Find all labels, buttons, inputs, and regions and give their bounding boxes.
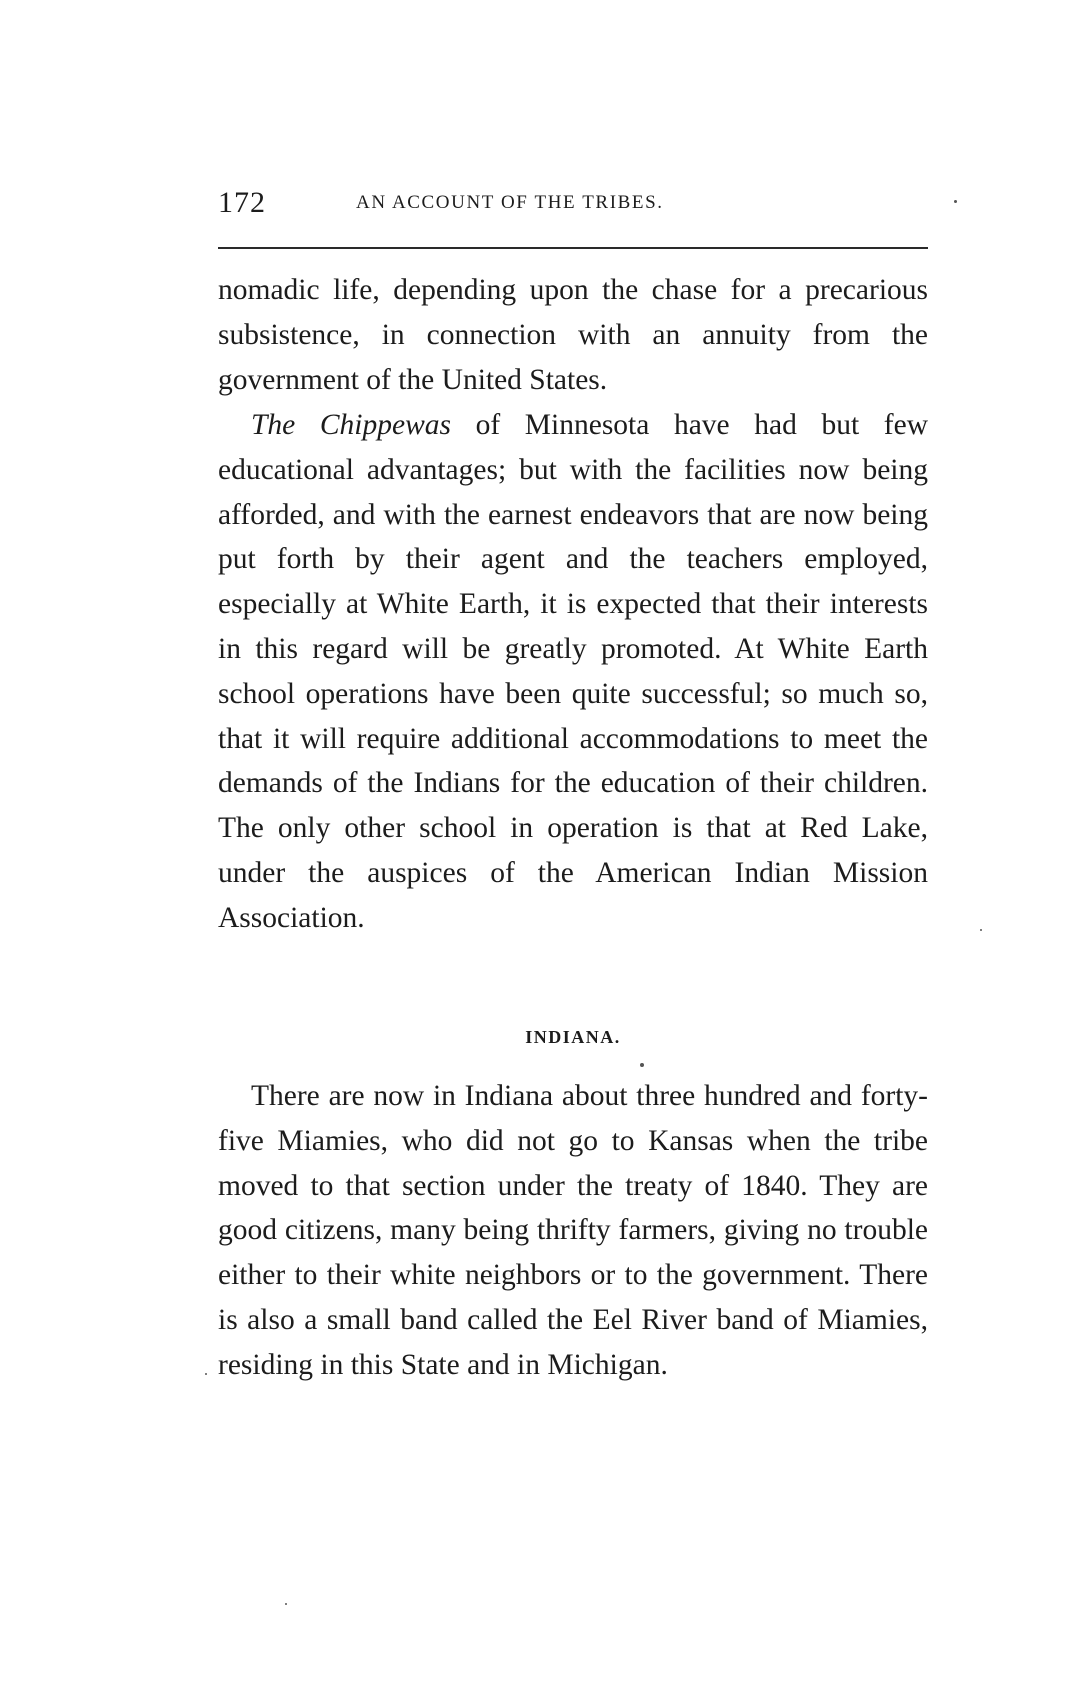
print-speck [954, 200, 957, 203]
paragraph-indiana: There are now in Indiana about three hundred and forty-five Miamies, who did not go to Kansas when the tribe moved to that section under the treaty of 1840. They are good citizens, many being thrifty farmers, giving no trouble either to their white neighbors or to the government. There is also a small band called the Eel River band of Miamies, residing in this State and in Michigan. [218, 1080, 928, 1381]
header-rule [218, 247, 928, 249]
paragraph-continuation: nomadic life, depending upon the chase for a precarious subsistence, in connection with an annuity from the government of the United States. [218, 274, 928, 396]
page-number: 172 [218, 186, 266, 219]
running-head [218, 186, 928, 226]
print-speck [285, 1603, 287, 1605]
print-speck [640, 1063, 644, 1067]
paragraph-chippewas [218, 403, 928, 941]
italic-tribe-name: The Chippewas [251, 409, 451, 441]
print-speck [980, 929, 982, 931]
paragraph-chippewas-text: of Minnesota have had but few educational advantages; but with the facilities now being afforded, and with the earnest endeavors that are now being put forth by their agent and the teachers employed, especially at White Earth, it is expected that their interests in this regard will be greatly promoted. At White Earth school operations have been quite successful; so much so, that it will require additional accommodations to meet the demands of the Indians for the education of their children. The only other school in operation is that at Red Lake, under the auspices of the American Indian Mission Association. [218, 409, 929, 934]
print-speck [205, 1373, 207, 1375]
section-heading-indiana: INDIANA. [525, 1027, 621, 1047]
running-title: AN ACCOUNT OF THE TRIBES. [356, 192, 664, 213]
